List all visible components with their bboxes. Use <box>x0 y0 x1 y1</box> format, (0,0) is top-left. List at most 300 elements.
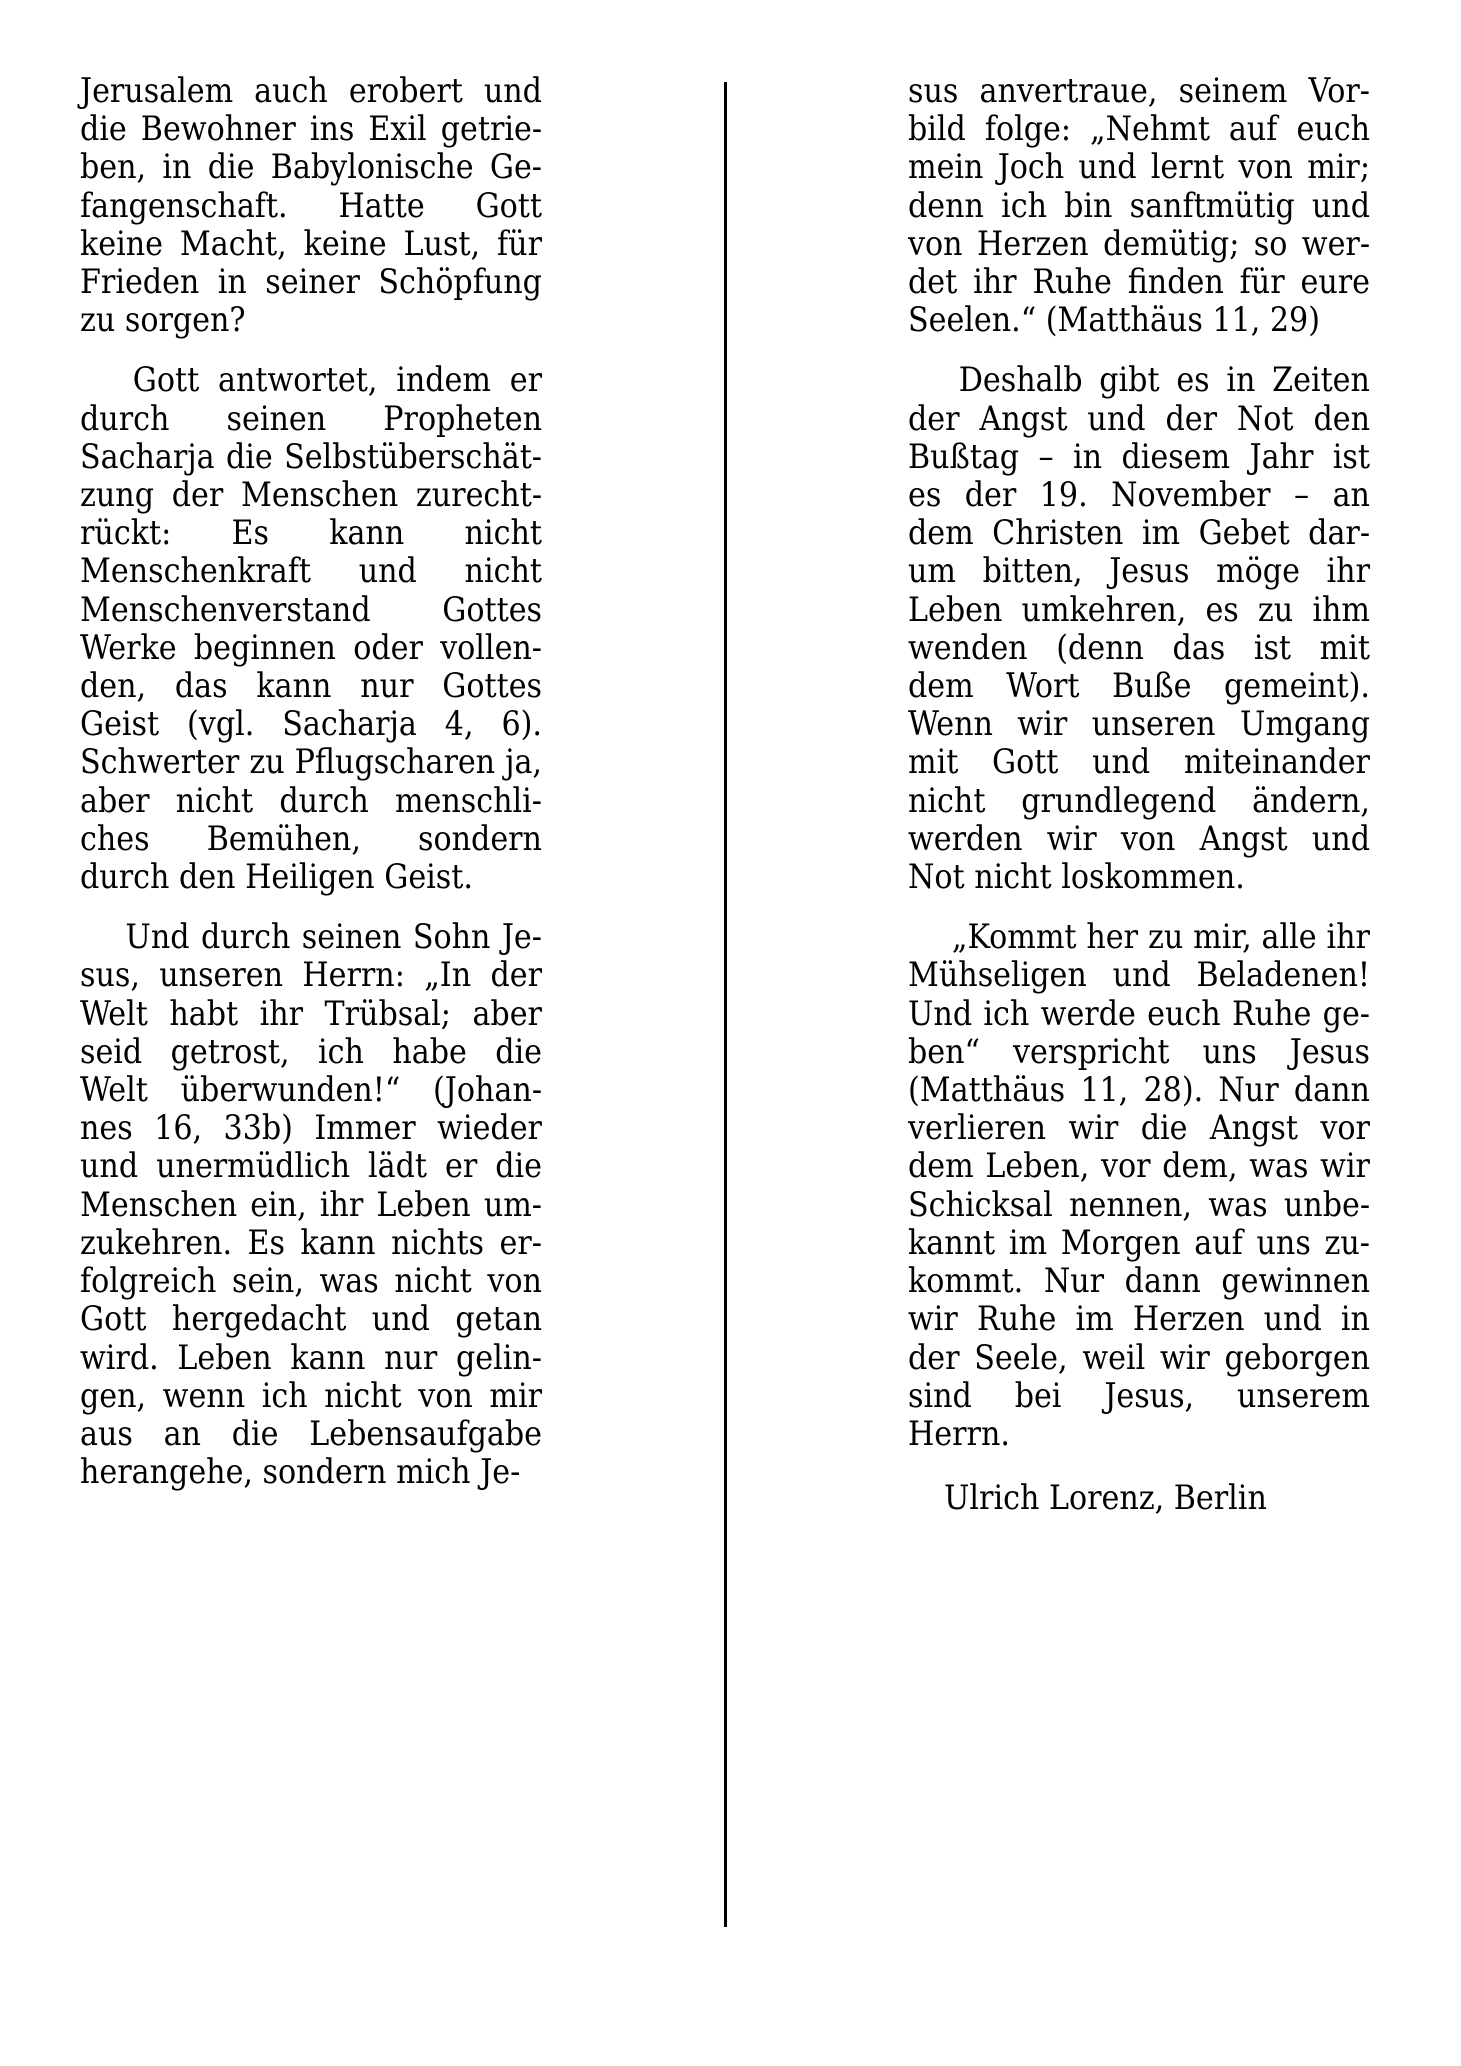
word: Immer <box>314 1108 416 1148</box>
word: die <box>207 147 255 187</box>
word: ich <box>983 993 1030 1033</box>
word: Not <box>908 857 965 897</box>
word: es <box>1176 360 1210 400</box>
word: im <box>1075 1299 1114 1339</box>
word: unermüdlich <box>156 1146 351 1186</box>
word: rückt: <box>80 513 172 553</box>
word: für <box>1239 262 1285 302</box>
word: von <box>487 1261 542 1301</box>
word: Menschenkraft <box>80 551 311 591</box>
text-line <box>80 400 542 438</box>
word-space <box>253 1453 263 1491</box>
word: nes <box>80 1108 133 1148</box>
text-line <box>80 1033 542 1071</box>
word: durch <box>80 857 170 897</box>
text-line <box>80 820 542 858</box>
word: aus <box>80 1413 133 1453</box>
word: die <box>495 1146 542 1186</box>
word: wir <box>1159 1337 1210 1377</box>
word: Je- <box>480 1452 521 1492</box>
word: ben“ <box>908 1031 980 1071</box>
text-line <box>908 148 1370 186</box>
word: November <box>1111 475 1271 515</box>
word: Werke <box>80 627 177 667</box>
word: gemeint). <box>1223 666 1370 706</box>
word: bild <box>908 109 966 149</box>
word: miteinander <box>1183 742 1370 782</box>
word: Geist <box>80 704 160 744</box>
text-line <box>80 918 542 956</box>
text-line <box>80 361 542 399</box>
word: von <box>1238 147 1293 187</box>
paragraph-indent <box>908 361 942 399</box>
word: sondern <box>262 1452 387 1492</box>
word: im <box>1008 1222 1048 1262</box>
word-space <box>965 858 975 896</box>
word: zu <box>249 742 285 782</box>
column-gutter <box>542 72 908 1992</box>
text-line <box>908 1109 1370 1147</box>
word: nicht <box>175 780 254 820</box>
word: und <box>1311 818 1370 858</box>
text-line <box>80 1415 542 1453</box>
word: ich <box>1001 185 1048 225</box>
word: die <box>225 436 273 476</box>
word: kannt <box>908 1222 996 1262</box>
word: unbe- <box>1283 1184 1370 1224</box>
text-line <box>908 263 1370 301</box>
word: denn <box>908 185 984 225</box>
word: 19. <box>1039 475 1088 515</box>
word: nennen, <box>1069 1184 1192 1224</box>
paragraph <box>908 361 1370 896</box>
word: ge- <box>1322 993 1370 1033</box>
word: ich <box>317 1031 364 1071</box>
word: Ruhe <box>1232 993 1312 1033</box>
word: den <box>179 857 236 897</box>
word: Ruhe <box>976 1299 1057 1339</box>
word: und <box>1078 147 1137 187</box>
word: euch <box>1296 109 1370 149</box>
word: diesem <box>1121 436 1231 476</box>
word: wir <box>908 1299 958 1339</box>
word: gewinnen <box>1221 1261 1370 1301</box>
word: getrost, <box>170 1031 290 1071</box>
word: Herzen <box>977 223 1089 263</box>
word: kann <box>290 1337 366 1377</box>
word: zu <box>80 300 116 340</box>
word: und <box>1311 185 1370 225</box>
word: durch <box>279 780 369 820</box>
word: habt <box>169 993 239 1033</box>
word: Wenn <box>908 704 993 744</box>
word: es <box>1205 589 1239 629</box>
word: das <box>174 666 228 706</box>
word: getrie- <box>440 109 542 149</box>
paragraph-gap <box>908 339 1370 361</box>
text-line <box>80 72 542 110</box>
word: Schöpfung <box>378 262 542 302</box>
text-line <box>908 110 1370 148</box>
word: dem <box>908 666 974 706</box>
text-line <box>908 918 1370 956</box>
word: beginnen <box>193 627 336 667</box>
word: zung <box>80 475 155 515</box>
word: Menschen <box>241 475 399 515</box>
text-line <box>80 956 542 994</box>
word: Gott <box>132 360 200 400</box>
text-line <box>908 72 1370 110</box>
word: „In <box>424 955 472 995</box>
text-line <box>908 514 1370 552</box>
text-line <box>80 301 542 339</box>
text-line <box>80 667 542 705</box>
word-space <box>236 858 246 896</box>
word: mir <box>489 1375 542 1415</box>
word: Zeiten <box>1272 360 1370 400</box>
word: Wort <box>1006 666 1080 706</box>
word: 33b) <box>223 1108 293 1148</box>
word: es <box>908 475 942 515</box>
text-line <box>908 1262 1370 1300</box>
word: so <box>1253 223 1288 263</box>
word: und <box>1112 955 1171 995</box>
word: und <box>1263 1299 1322 1339</box>
word: Christen <box>992 513 1124 553</box>
word: für <box>497 223 542 263</box>
text-line <box>908 225 1370 263</box>
word: der <box>490 955 542 995</box>
text-line <box>80 591 542 629</box>
text-line <box>80 995 542 1033</box>
word: ihr <box>973 262 1017 302</box>
word: wenn <box>162 1375 246 1415</box>
word: getan <box>455 1299 542 1339</box>
word: und <box>80 1146 139 1186</box>
word: in <box>1340 1299 1370 1339</box>
word: im <box>1141 513 1181 553</box>
word: kann <box>300 1222 376 1262</box>
word: 11, <box>1080 1070 1129 1110</box>
text-line <box>908 1300 1370 1338</box>
word: sanftmütig <box>1129 185 1295 225</box>
word: geborgen <box>1224 1337 1370 1377</box>
word: Mühseligen <box>908 955 1087 995</box>
word: ins <box>309 109 355 149</box>
word: Leben <box>177 1337 272 1377</box>
word: wir <box>1068 1108 1119 1148</box>
column-divider-rule <box>724 82 727 1927</box>
word: Deshalb <box>958 360 1083 400</box>
word: Es <box>231 513 269 553</box>
word: ihr <box>319 1184 364 1224</box>
word: nicht <box>464 551 542 591</box>
word: in <box>1072 436 1103 476</box>
word: um- <box>483 1184 542 1224</box>
word: Herzen <box>1132 1299 1245 1339</box>
text-line <box>80 438 542 476</box>
word: Jerusalem <box>80 71 234 110</box>
word: euch <box>1147 993 1221 1033</box>
text-line <box>908 1224 1370 1262</box>
word: folge: <box>984 109 1072 149</box>
word: her <box>1086 917 1139 957</box>
word: werden <box>908 818 1023 858</box>
text-line <box>908 438 1370 476</box>
word: kommt. <box>908 1261 1024 1301</box>
word: nicht <box>464 513 542 553</box>
word: wir <box>1017 704 1068 744</box>
word: Welt <box>80 993 148 1033</box>
word: Not <box>1236 398 1294 438</box>
paragraph <box>80 361 542 896</box>
word: Angst <box>979 398 1068 438</box>
word: det <box>908 262 958 302</box>
text-line <box>908 1339 1370 1377</box>
word: Jesus <box>1109 551 1190 591</box>
text-line <box>80 858 542 896</box>
word: wir <box>1320 1146 1370 1186</box>
text-line <box>908 476 1370 514</box>
word: mein <box>908 147 984 187</box>
text-line <box>80 782 542 820</box>
text-line <box>80 148 542 186</box>
word: vor <box>1320 1108 1370 1148</box>
word: (Johan- <box>433 1070 542 1110</box>
word: Und <box>125 917 190 957</box>
word: keine <box>303 223 387 263</box>
word: sondern <box>418 818 542 858</box>
word-space <box>169 858 179 896</box>
word: um <box>908 551 956 591</box>
word: Lebensaufgabe <box>309 1413 542 1453</box>
word: Selbstüberschät- <box>284 436 542 476</box>
word: indem <box>396 360 491 400</box>
word: (denn <box>1056 627 1144 667</box>
word: zurecht- <box>415 475 542 515</box>
word: Leben <box>376 1184 471 1224</box>
word: wir <box>1046 818 1097 858</box>
word: die <box>1140 1108 1188 1148</box>
word: nicht <box>908 780 986 820</box>
word: von <box>418 1375 473 1415</box>
paragraph-gap <box>80 339 542 361</box>
word: er- <box>499 1222 542 1262</box>
word: antwortet, <box>218 360 378 400</box>
word: Trübsal; <box>324 993 451 1033</box>
word: Frieden <box>80 262 200 302</box>
text-line <box>908 1186 1370 1224</box>
word: habe <box>392 1031 467 1071</box>
word-space <box>1052 858 1062 896</box>
word: mit <box>1319 627 1370 667</box>
right-text-column <box>908 72 1370 1517</box>
word: Sacharja <box>80 436 215 476</box>
word: ihr <box>1326 551 1370 591</box>
text-line <box>80 514 542 552</box>
word: Gott <box>475 185 542 225</box>
word: Es <box>247 1222 286 1262</box>
word: ches <box>80 818 150 858</box>
word: Gott <box>80 1299 147 1339</box>
word: anvertraue, <box>979 71 1158 110</box>
word-space <box>387 1453 397 1491</box>
word: der <box>964 475 1017 515</box>
paragraph <box>80 918 542 1491</box>
word: gen, <box>80 1375 147 1415</box>
paragraph <box>908 72 1370 339</box>
word: 28). <box>1143 1070 1204 1110</box>
word: Seele, <box>974 1337 1068 1377</box>
paragraph-indent <box>80 361 114 399</box>
word: zu- <box>1324 1222 1370 1262</box>
word: an <box>163 1413 201 1453</box>
text-line <box>908 1415 1370 1453</box>
word: und <box>483 71 542 110</box>
word: keine <box>80 223 163 263</box>
word: hergedacht <box>171 1299 347 1339</box>
text-line <box>908 301 1370 339</box>
word: ben, <box>80 147 147 187</box>
text-line <box>80 1300 542 1338</box>
word: gibt <box>1099 360 1160 400</box>
word: grundlegend <box>1021 780 1217 820</box>
word: aber <box>80 780 150 820</box>
word: vollen- <box>440 627 542 667</box>
word: umkehren, <box>1021 589 1187 629</box>
text-line <box>80 629 542 667</box>
word-space <box>1260 301 1270 339</box>
word: lädt <box>368 1146 428 1186</box>
word-space <box>1203 301 1213 339</box>
word: durch <box>200 917 291 957</box>
word: ja, <box>505 742 542 782</box>
word: – <box>1294 475 1310 515</box>
word: Schicksal <box>908 1184 1053 1224</box>
text-line <box>80 552 542 590</box>
word: ihm <box>1312 589 1370 629</box>
text-line <box>80 476 542 514</box>
word: dann <box>1293 1070 1370 1110</box>
word: Nur <box>1043 1261 1105 1301</box>
word: Buße <box>1111 666 1192 706</box>
word: Menschen <box>80 1184 238 1224</box>
word: Leben <box>908 589 1003 629</box>
word: Herrn. <box>908 1413 1010 1453</box>
word: Jesus <box>1289 1031 1370 1071</box>
word: und <box>371 1299 430 1339</box>
text-line <box>80 1224 542 1262</box>
word: an <box>1332 475 1370 515</box>
word: sind <box>908 1375 972 1415</box>
text-line <box>908 400 1370 438</box>
word: bitten, <box>982 551 1083 591</box>
word: Und <box>908 993 973 1033</box>
word: wer- <box>1301 223 1370 263</box>
word: Joch <box>997 147 1065 187</box>
word: wenden <box>908 627 1028 667</box>
word-space <box>1036 301 1046 339</box>
word: er <box>509 360 542 400</box>
word: auf <box>1194 1222 1243 1262</box>
word: Angst <box>1209 1108 1298 1148</box>
word: von <box>1120 818 1176 858</box>
word: ihr <box>259 993 304 1033</box>
word: ich <box>261 1375 308 1415</box>
word: Seelen.“ <box>908 300 1037 340</box>
word: 4, <box>444 704 474 744</box>
text-line <box>80 1339 542 1377</box>
word: nur <box>384 1337 438 1377</box>
word: sein, <box>231 1261 304 1301</box>
text-line <box>908 782 1370 820</box>
text-line <box>80 1071 542 1109</box>
word: unserem <box>1237 1375 1370 1415</box>
word: sus <box>908 71 959 110</box>
word: dem <box>908 513 974 553</box>
text-line <box>80 263 542 301</box>
word: Beladenen! <box>1196 955 1370 995</box>
word: Je- <box>501 917 542 957</box>
word: Vor- <box>1308 71 1370 110</box>
word: er <box>445 1146 478 1186</box>
word: was <box>1249 1146 1309 1186</box>
word: die <box>495 1031 542 1071</box>
word: nichts <box>391 1222 485 1262</box>
word: „Kommt <box>951 917 1077 957</box>
word: Welt <box>80 1070 148 1110</box>
word: Sacharja <box>282 704 417 744</box>
text-line <box>908 743 1370 781</box>
word-space <box>471 1453 481 1491</box>
text-line <box>80 1109 542 1147</box>
word: demütig; <box>1103 223 1240 263</box>
left-text-column <box>80 72 542 1491</box>
word: Jahr <box>1249 436 1314 476</box>
text-line <box>80 225 542 263</box>
text-line <box>908 629 1370 667</box>
word: der <box>171 475 224 515</box>
word: sorgen? <box>124 300 246 340</box>
word: seinen <box>226 398 327 438</box>
word: 11, <box>1212 300 1261 340</box>
text-line <box>908 1071 1370 1109</box>
word: und <box>1092 742 1151 782</box>
word: uns <box>1202 1031 1257 1071</box>
word: der <box>1165 398 1217 438</box>
word: was <box>1208 1184 1268 1224</box>
word: Gottes <box>442 589 542 629</box>
text-line <box>908 361 1370 399</box>
word: den, <box>80 666 147 706</box>
word: auf <box>1228 109 1278 149</box>
word: überwunden!“ <box>180 1070 401 1110</box>
word: seid <box>80 1031 143 1071</box>
word: (Matthäus <box>908 1070 1066 1110</box>
word: Herrn: <box>302 955 405 995</box>
word: verlieren <box>908 1108 1047 1148</box>
text-line <box>908 667 1370 705</box>
two-column-text-body <box>80 72 1370 1992</box>
author-byline: Ulrich Lorenz, Berlin <box>944 1478 1267 1518</box>
word: Morgen <box>1060 1222 1181 1262</box>
word: menschli- <box>394 780 542 820</box>
text-line <box>908 187 1370 225</box>
paragraph-gap <box>80 896 542 918</box>
text-line <box>80 110 542 148</box>
word: Macht, <box>179 223 287 263</box>
word: dann <box>1124 1261 1201 1301</box>
